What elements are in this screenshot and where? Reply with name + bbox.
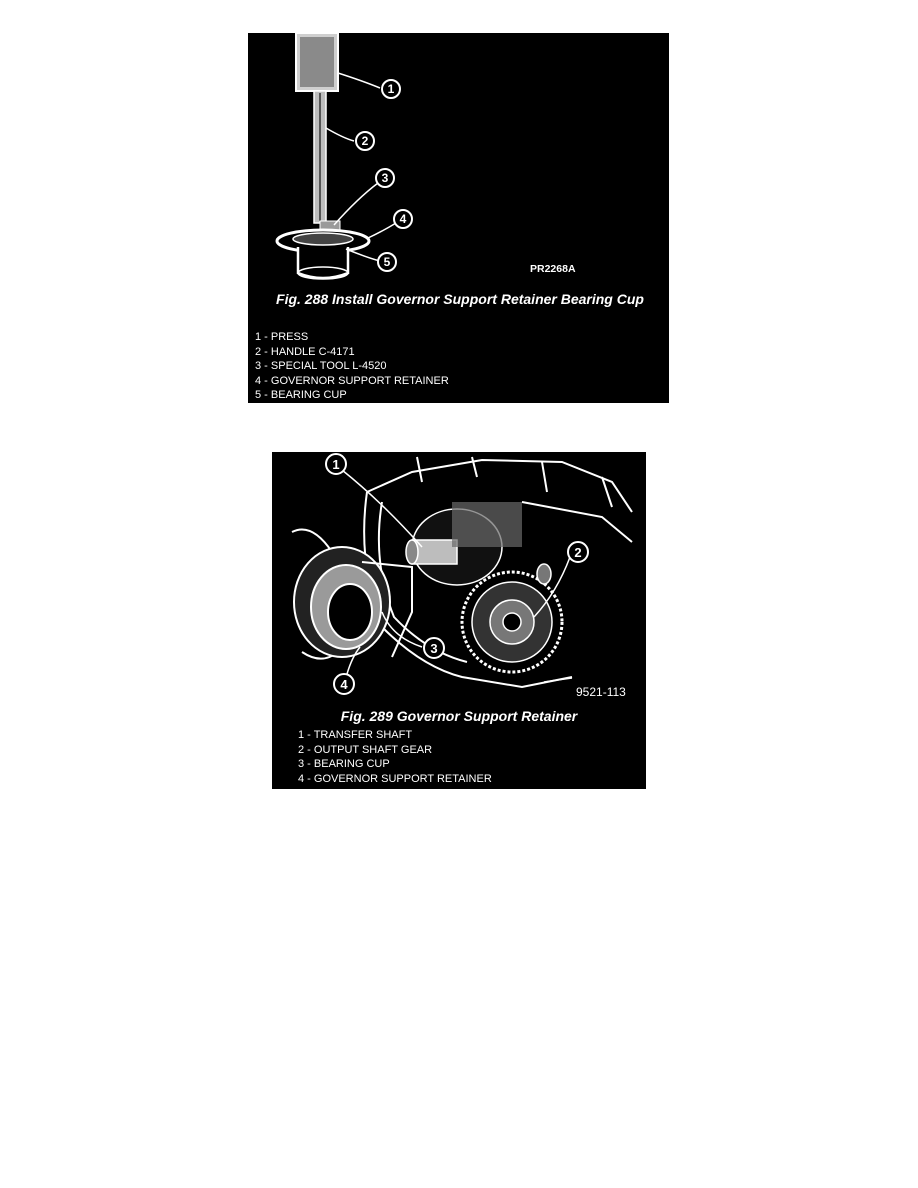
callout-2: 2 <box>574 545 582 560</box>
legend-item: 5 - BEARING CUP <box>255 389 347 402</box>
figure-legend <box>255 330 449 403</box>
legend-item: 2 - HANDLE C-4171 <box>255 345 355 358</box>
figure-caption: Fig. 288 Install Governor Support Retainer Bearing Cup <box>276 291 644 307</box>
figure-288 <box>248 33 669 403</box>
figure-reference-code: 9521-113 <box>576 685 626 699</box>
legend-item: 1 - TRANSFER SHAFT <box>298 729 413 741</box>
callout-1: 1 <box>332 457 340 472</box>
callout-3: 3 <box>381 171 389 185</box>
legend-item: 4 - GOVERNOR SUPPORT RETAINER <box>255 374 449 387</box>
legend-item: 1 - PRESS <box>255 331 309 343</box>
legend-item: 3 - SPECIAL TOOL L-4520 <box>255 360 387 373</box>
callout-4: 4 <box>399 212 407 226</box>
figure-caption: Fig. 289 Governor Support Retainer <box>340 708 578 724</box>
figure-289 <box>272 452 646 789</box>
callout-2: 2 <box>361 134 369 148</box>
callout-5: 5 <box>383 255 391 269</box>
figure-legend <box>298 728 492 786</box>
legend-item: 2 - OUTPUT SHAFT GEAR <box>298 743 433 756</box>
callout-3: 3 <box>430 641 438 656</box>
legend-item: 4 - GOVERNOR SUPPORT RETAINER <box>298 772 492 785</box>
figure-reference-code: PR2268A <box>530 263 576 275</box>
legend-item: 3 - BEARING CUP <box>298 758 390 771</box>
callout-1: 1 <box>387 82 395 96</box>
callout-4: 4 <box>340 677 348 692</box>
